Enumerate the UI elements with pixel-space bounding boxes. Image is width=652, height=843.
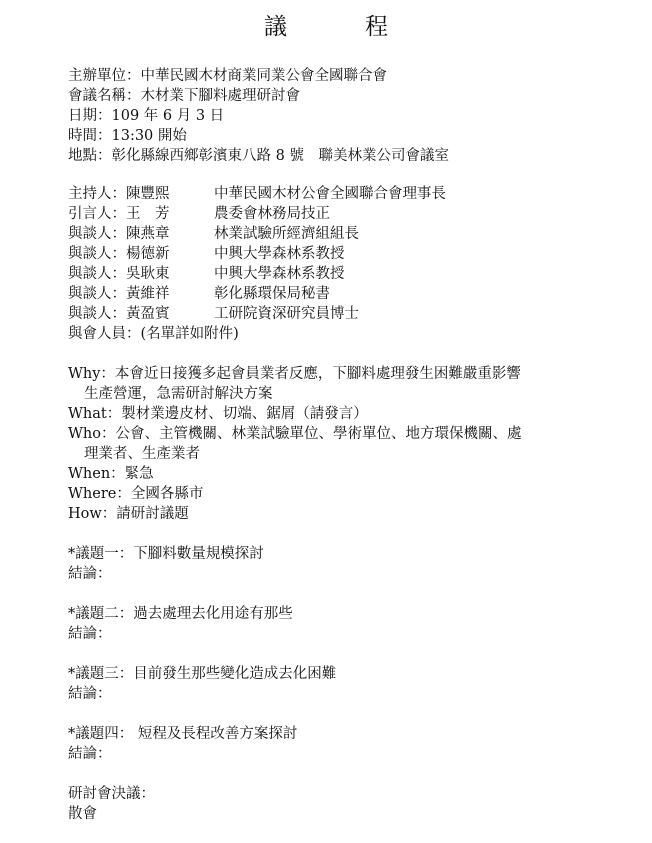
when-line: When：緊急 xyxy=(68,466,154,482)
person-row xyxy=(68,304,359,324)
time-line: 時間：13:30 開始 xyxy=(68,128,187,144)
person-row xyxy=(68,224,359,244)
date-line: 日期：109 年 6 月 3 日 xyxy=(68,108,225,124)
person-row xyxy=(68,244,345,264)
person-org: 中華民國木材公會全國聯合會理事長 xyxy=(214,186,446,202)
person-row xyxy=(68,204,330,224)
location-line: 地點：彰化縣線西鄉彰濱東八路 8 號 聯美林業公司會議室 xyxy=(68,148,449,164)
person-org: 林業試驗所經濟組組長 xyxy=(214,226,359,242)
person-role: 與談人：陳燕章 xyxy=(68,226,170,242)
person-org: 中興大學森林系教授 xyxy=(214,266,345,282)
topic-title: *議題三：目前發生那些變化造成去化困難 xyxy=(68,666,337,682)
attendees-line: 與會人員：(名單詳如附件) xyxy=(68,326,239,342)
person-role: 引言人：王 芳 xyxy=(68,206,170,222)
who-line-continued: 理業者、生產業者 xyxy=(84,446,200,462)
person-row xyxy=(68,184,446,204)
person-org: 彰化縣環保局秘書 xyxy=(214,286,330,302)
person-org: 工研院資深研究員博士 xyxy=(214,306,359,322)
document-title xyxy=(0,12,652,42)
person-role: 與談人：吳耿東 xyxy=(68,266,170,282)
topic-conclusion: 結論： xyxy=(68,686,112,702)
topic-conclusion: 結論： xyxy=(68,626,112,642)
why-line: Why：本會近日接獲多起會員業者反應，下腳料處理發生困難嚴重影響 xyxy=(68,366,521,382)
resolution-line: 研討會決議： xyxy=(68,786,155,802)
organizer-line: 主辦單位：中華民國木材商業同業公會全國聯合會 xyxy=(68,68,387,84)
title-char-left: 議 xyxy=(264,14,287,40)
adjourn-line: 散會 xyxy=(68,806,97,822)
topic-conclusion: 結論： xyxy=(68,566,112,582)
person-role: 與談人：楊德新 xyxy=(68,246,170,262)
person-row xyxy=(68,284,330,304)
topic-title: *議題一：下腳料數量規模探討 xyxy=(68,546,264,562)
why-line-continued: 生產營運，急需研討解決方案 xyxy=(84,386,273,402)
person-role: 與談人：黃維祥 xyxy=(68,286,170,302)
person-row xyxy=(68,264,345,284)
title-char-right: 程 xyxy=(365,14,388,40)
person-org: 農委會林務局技正 xyxy=(214,206,330,222)
meeting-name-line: 會議名稱：木材業下腳料處理研討會 xyxy=(68,88,300,104)
where-line: Where：全國各縣市 xyxy=(68,486,204,502)
topic-title: *議題二：過去處理去化用途有那些 xyxy=(68,606,293,622)
what-line: What：製材業邊皮材、切端、鋸屑（請發言） xyxy=(68,406,368,422)
topic-conclusion: 結論： xyxy=(68,746,112,762)
topic-title: *議題四： 短程及長程改善方案探討 xyxy=(68,726,298,742)
person-role: 主持人：陳豐熙 xyxy=(68,186,170,202)
who-line: Who：公會、主管機關、林業試驗單位、學術單位、地方環保機關、處 xyxy=(68,426,522,442)
how-line: How：請研討議題 xyxy=(68,506,189,522)
person-role: 與談人：黃盈賓 xyxy=(68,306,170,322)
person-org: 中興大學森林系教授 xyxy=(214,246,345,262)
